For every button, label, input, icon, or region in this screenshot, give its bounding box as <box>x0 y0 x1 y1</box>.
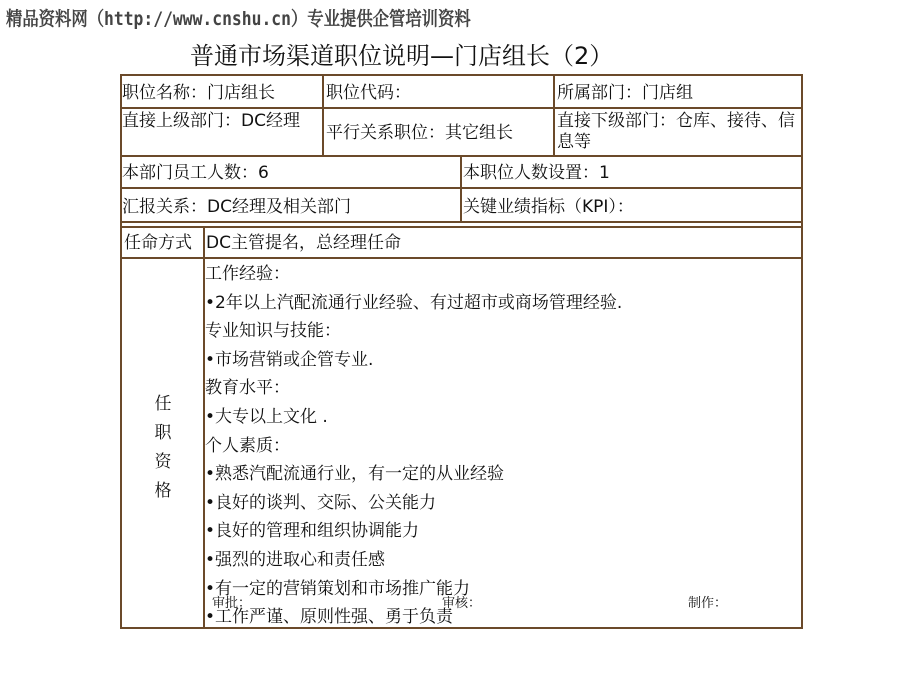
row-divider <box>120 226 803 228</box>
qualification-line: •大专以上文化 . <box>205 406 328 427</box>
qualification-line: 工作经验： <box>205 264 290 284</box>
department-cell: 所属部门：门店组 <box>557 83 693 103</box>
qualification-line: •市场营销或企管专业. <box>205 349 374 370</box>
appointment-label: 任命方式 <box>124 233 192 253</box>
qualification-line: 个人素质： <box>205 435 290 456</box>
row-divider <box>120 257 803 259</box>
position-name-cell: 职位名称：门店组长 <box>122 83 275 103</box>
qualification-line: •良好的管理和组织协调能力 <box>205 521 420 542</box>
qualification-line: •强烈的进取心和责任感 <box>205 549 386 570</box>
reporting-cell: 汇报关系：DC经理及相关部门 <box>122 197 351 217</box>
qualifications-list <box>205 260 800 632</box>
column-divider <box>553 74 555 157</box>
headcount-cell: 本职位人数设置：1 <box>463 163 610 183</box>
qualification-line: •2年以上汽配流通行业经验、有过超市或商场管理经验. <box>205 292 623 313</box>
qualification-line: •工作严谨、原则性强、勇于负责 <box>205 607 454 628</box>
qualification-line: •有一定的营销策划和市场推广能力 <box>205 578 471 599</box>
column-divider <box>322 74 324 157</box>
appointment-value: DC主管提名，总经理任命 <box>206 233 401 253</box>
direct-subordinate-cell: 直接下级部门：仓库、接待、信息等 <box>557 111 795 152</box>
direct-superior-cell: 直接上级部门：DC经理 <box>122 111 300 131</box>
staff-count-cell: 本部门员工人数：6 <box>122 163 269 183</box>
position-code-cell: 职位代码： <box>326 83 411 103</box>
parallel-position-cell: 平行关系职位：其它组长 <box>326 123 513 143</box>
review-signature-label: 审核： <box>442 596 482 611</box>
approve-signature-label: 审批： <box>212 596 252 611</box>
kpi-cell: 关键业绩指标（KPI）： <box>463 197 634 217</box>
made-by-signature-label: 制作： <box>688 596 728 611</box>
watermark-banner: 精品资料网（http://www.cnshu.cn）专业提供企管培训资料 <box>6 8 471 30</box>
qualification-line: •良好的谈判、交际、公关能力 <box>205 492 437 513</box>
page-title: 普通市场渠道职位说明—门店组长（2） <box>190 42 614 70</box>
qualifications-label: 任 职 资 格 <box>154 394 172 501</box>
qualification-line: 教育水平： <box>205 378 290 399</box>
qualification-line: 专业知识与技能： <box>205 321 341 342</box>
qualification-line: •熟悉汽配流通行业，有一定的从业经验 <box>205 464 505 485</box>
